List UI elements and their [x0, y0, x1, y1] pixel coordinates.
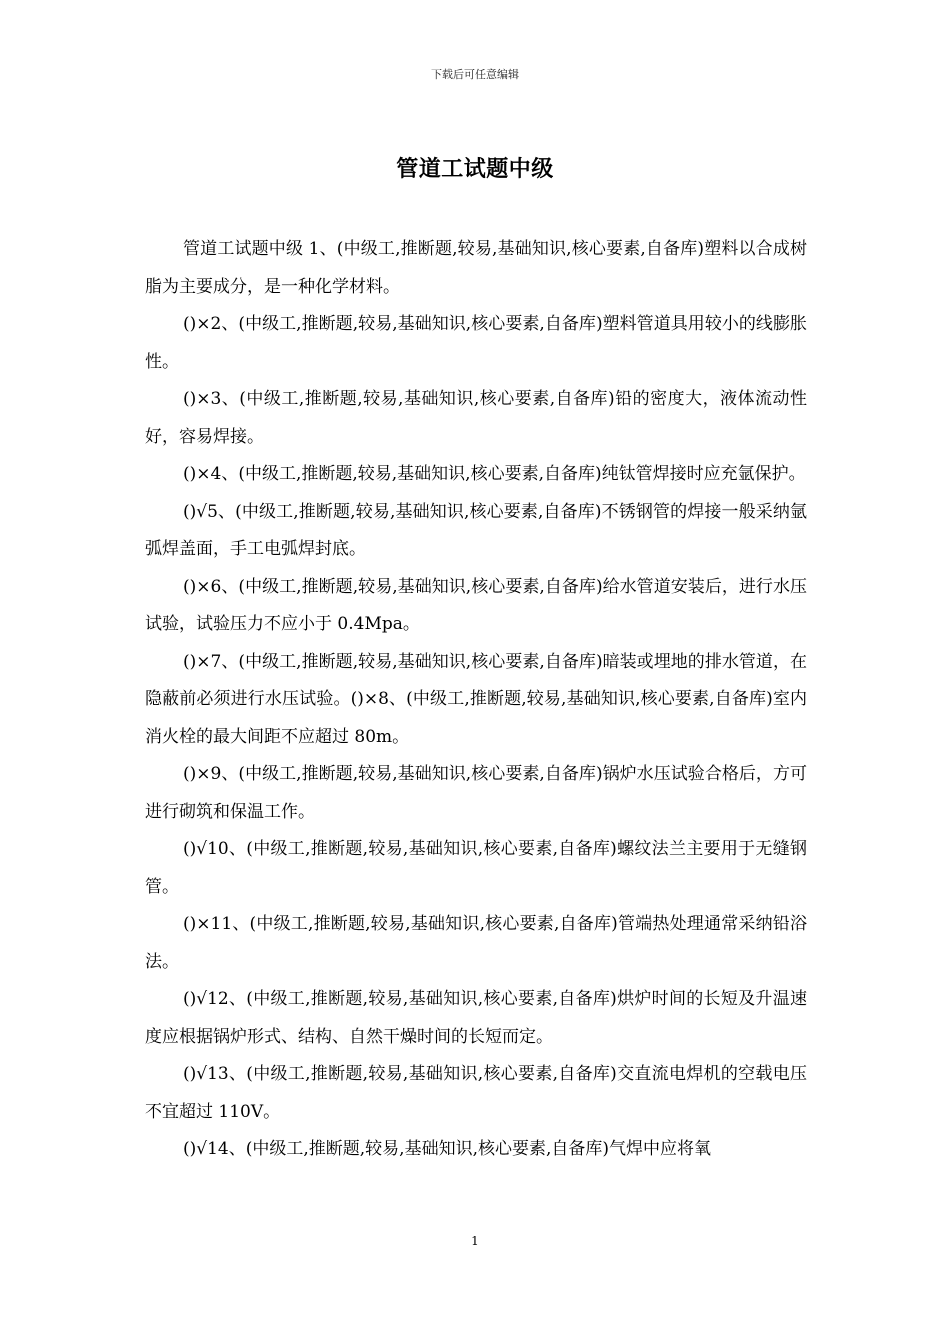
paragraph-9: ()√10、(中级工,推断题,较易,基础知识,核心要素,自备库)螺纹法兰主要用于无缝钢管。 — [145, 839, 807, 897]
paragraph-3: ()×3、(中级工,推断题,较易,基础知识,核心要素,自备库)铅的密度大，液体流动性好，容易焊接。 — [145, 389, 807, 447]
paragraph-5: ()√5、(中级工,推断题,较易,基础知识,核心要素,自备库)不锈钢管的焊接一般采纳氩弧焊盖面，手工电弧焊封底。 — [145, 501, 807, 559]
document-body — [145, 231, 807, 1169]
paragraph-8: ()×9、(中级工,推断题,较易,基础知识,核心要素,自备库)锅炉水压试验合格后，方可进行砌筑和保温工作。 — [145, 764, 807, 822]
paragraph-12: ()√13、(中级工,推断题,较易,基础知识,核心要素,自备库)交直流电焊机的空载电压不宜超过 110V。 — [145, 1064, 807, 1122]
paragraph-13: ()√14、(中级工,推断题,较易,基础知识,核心要素,自备库)气焊中应将氧 — [183, 1139, 712, 1159]
paragraph-11: ()√12、(中级工,推断题,较易,基础知识,核心要素,自备库)烘炉时间的长短及升温速度应根据锅炉形式、结构、自然干燥时间的长短而定。 — [145, 989, 807, 1047]
paragraph-1: 管道工试题中级 1、(中级工,推断题,较易,基础知识,核心要素,自备库)塑料以合成树脂为主要成分，是一种化学材料。 — [145, 239, 807, 297]
paragraph-6: ()×6、(中级工,推断题,较易,基础知识,核心要素,自备库)给水管道安装后，进行水压试验，试验压力不应小于 0.4Mpa。 — [145, 576, 807, 634]
paragraph-10: ()×11、(中级工,推断题,较易,基础知识,核心要素,自备库)管端热处理通常采纳铅浴法。 — [145, 914, 807, 972]
page-number: 1 — [471, 1234, 479, 1248]
page-header: 下载后可任意编辑 — [431, 68, 519, 81]
paragraph-2: ()×2、(中级工,推断题,较易,基础知识,核心要素,自备库)塑料管道具用较小的线膨胀性。 — [145, 314, 807, 372]
paragraph-7: ()×7、(中级工,推断题,较易,基础知识,核心要素,自备库)暗装或埋地的排水管道，在隐蔽前必须进行水压试验。()×8、(中级工,推断题,较易,基础知识,核心要素,自备库)室内消火栓的最大间距不应超过 80m。 — [145, 651, 807, 747]
paragraph-4: ()×4、(中级工,推断题,较易,基础知识,核心要素,自备库)纯钛管焊接时应充氩保护。 — [183, 464, 806, 484]
document-title: 管道工试题中级 — [396, 156, 554, 182]
